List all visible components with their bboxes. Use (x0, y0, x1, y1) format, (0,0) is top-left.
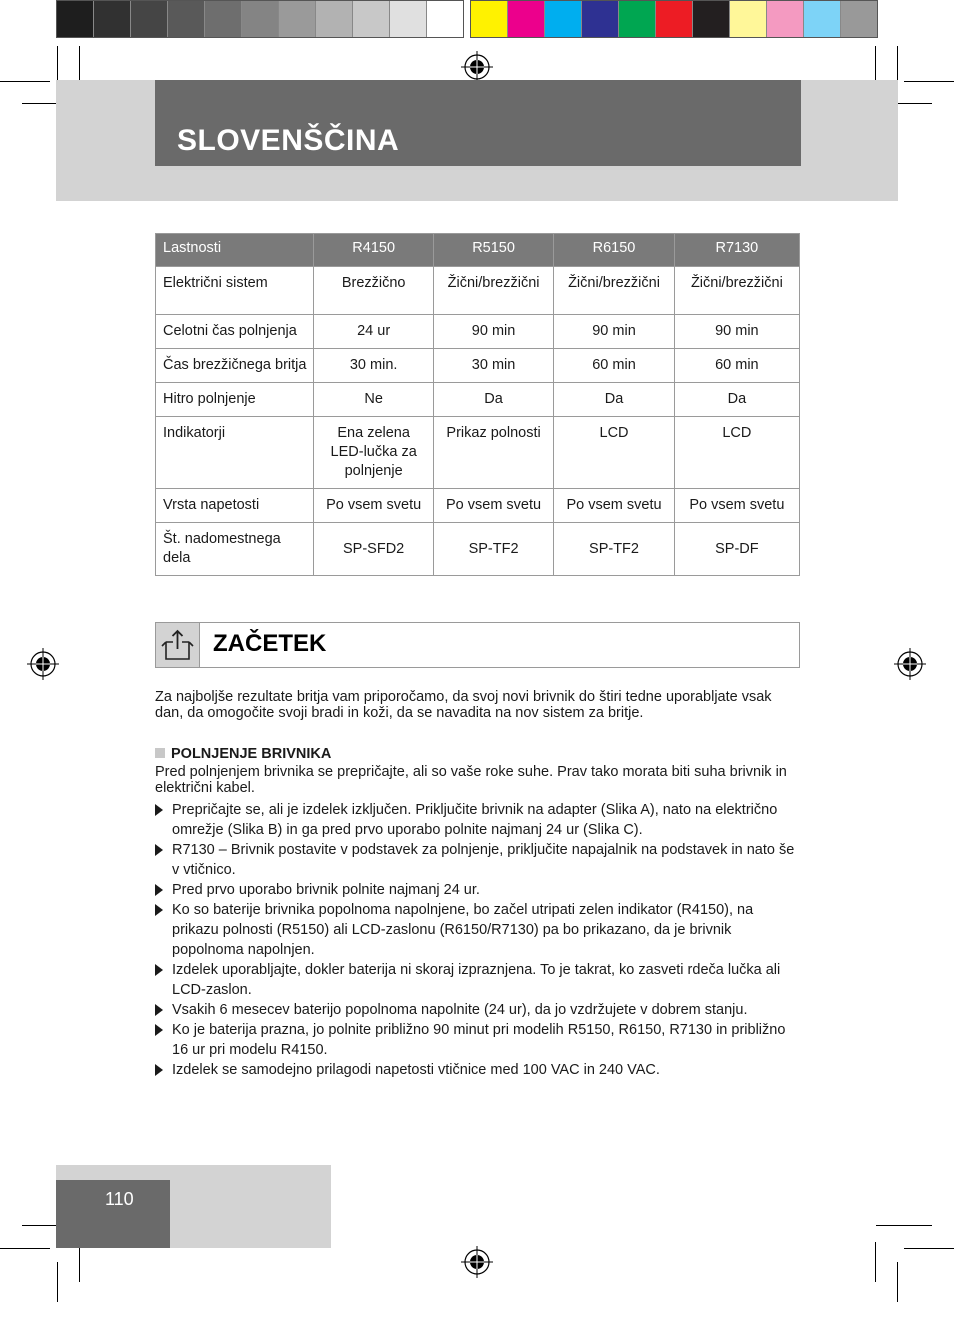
triangle-bullet-icon (155, 1024, 163, 1036)
color-swatch (353, 1, 390, 37)
charging-intro-paragraph: Pred polnjenjem brivnika se prepričajte, ali so vaše roke suhe. Prav tako morata biti suha brivnik in električni kabel. (155, 764, 787, 796)
crop-mark (0, 1248, 50, 1249)
page-title: SLOVENŠČINA (177, 124, 400, 157)
table-cell: Po vsem svetu (674, 489, 799, 523)
color-swatch (619, 1, 656, 37)
table-cell: 30 min. (314, 349, 433, 383)
title-box (155, 80, 801, 166)
color-swatch (767, 1, 804, 37)
color-swatch (508, 1, 545, 37)
table-cell: Da (554, 383, 674, 417)
table-cell: LCD (674, 417, 799, 489)
color-swatch (545, 1, 582, 37)
color-swatch (57, 1, 94, 37)
list-item-text: Pred prvo uporabo brivnik polnite najmanj 24 ur. (172, 882, 480, 898)
list-item-text: Ko so baterije brivnika popolnoma napolnjene, bo začel utripati zelen indikator (R4150), na prikazu polnosti (R5150) ali LCD-zaslonu (R6150/R7130) pa bo prikazano, da je brivnik popolnoma napolnjen. (172, 902, 754, 958)
color-swatch (730, 1, 767, 37)
color-swatch (242, 1, 279, 37)
page-number-box (56, 1180, 170, 1248)
crop-mark (876, 1225, 932, 1226)
registration-mark-icon (27, 648, 59, 680)
crop-mark (79, 1242, 80, 1282)
list-item (155, 880, 800, 900)
table-row (156, 523, 800, 576)
table-row (156, 489, 800, 523)
list-item (155, 1000, 800, 1020)
color-swatch (390, 1, 427, 37)
table-cell: Da (433, 383, 553, 417)
table-cell: Ena zelena LED-lučka za polnjenje (314, 417, 433, 489)
table-header-cell: Lastnosti (156, 234, 314, 267)
table-cell: SP-SFD2 (314, 523, 433, 576)
table-cell: 90 min (674, 315, 799, 349)
triangle-bullet-icon (155, 964, 163, 976)
table-cell: SP-DF (674, 523, 799, 576)
intro-paragraph: Za najboljše rezultate britja vam priporočamo, da svoj novi brivnik do štiri tedne uporabljate vsak dan, da omogočite svoji bradi in koži, da se navadita na nov sistem za britje. (155, 689, 772, 721)
section-heading (155, 622, 800, 668)
crop-mark (904, 1248, 954, 1249)
list-item-text: Izdelek se samodejno prilagodi napetosti vtičnice med 100 VAC in 240 VAC. (172, 1062, 660, 1078)
table-cell: Žični/brezžični (433, 267, 553, 315)
color-swatch (279, 1, 316, 37)
table-cell: Hitro polnjenje (156, 383, 314, 417)
list-item (155, 1020, 800, 1060)
list-item (155, 800, 800, 840)
table-cell: 90 min (554, 315, 674, 349)
table-cell: Indikatorji (156, 417, 314, 489)
triangle-bullet-icon (155, 804, 163, 816)
crop-mark (875, 1242, 876, 1282)
list-item-text: Ko je baterija prazna, jo polnite približno 90 minut pri modelih R5150, R6150, R7130 in približno 16 ur pri modelu R4150. (172, 1022, 786, 1058)
color-swatches (470, 0, 878, 38)
list-item (155, 1060, 800, 1080)
spec-table (155, 233, 800, 576)
table-cell: SP-TF2 (433, 523, 553, 576)
table-header-cell: R7130 (674, 234, 799, 267)
bullet-square-icon (155, 748, 165, 758)
list-item-text: Vsakih 6 mesecev baterijo popolnoma napolnite (24 ur), da jo vzdržujete v dobrem stanju. (172, 1002, 748, 1018)
list-item-text: R7130 – Brivnik postavite v podstavek za polnjenje, priključite napajalnik na podstavek in nato še v vtičnico. (172, 842, 795, 878)
table-header-cell: R6150 (554, 234, 674, 267)
color-calibration-bar (56, 0, 898, 38)
table-cell: Vrsta napetosti (156, 489, 314, 523)
table-cell: Po vsem svetu (433, 489, 553, 523)
table-row (156, 267, 800, 315)
instruction-list (155, 800, 800, 1080)
table-cell: SP-TF2 (554, 523, 674, 576)
section-icon-box (156, 623, 200, 667)
page-number: 110 (105, 1189, 134, 1209)
table-cell: Žični/brezžični (554, 267, 674, 315)
table-cell: Po vsem svetu (314, 489, 433, 523)
registration-mark-icon (461, 1246, 493, 1278)
triangle-bullet-icon (155, 1004, 163, 1016)
color-swatch (804, 1, 841, 37)
triangle-bullet-icon (155, 904, 163, 916)
table-row (156, 315, 800, 349)
color-swatch (131, 1, 168, 37)
color-swatch (471, 1, 508, 37)
subheading-text: POLNJENJE BRIVNIKA (171, 746, 332, 762)
table-cell: Ne (314, 383, 433, 417)
crop-mark (57, 1262, 58, 1302)
list-item-text: Izdelek uporabljajte, dokler baterija ni skoraj izpraznjena. To je takrat, ko zasveti rdeča lučka ali LCD-zaslon. (172, 962, 781, 998)
registration-mark-icon (461, 51, 493, 83)
section-title: ZAČETEK (213, 630, 327, 657)
grayscale-swatches (56, 0, 464, 38)
list-item (155, 900, 800, 960)
table-cell: Prikaz polnosti (433, 417, 553, 489)
color-swatch (94, 1, 131, 37)
table-header-row (156, 234, 800, 267)
unpack-box-icon (156, 623, 199, 667)
table-header-cell: R4150 (314, 234, 433, 267)
crop-mark (0, 81, 50, 82)
table-cell: Brezžično (314, 267, 433, 315)
color-swatch (656, 1, 693, 37)
table-cell: Da (674, 383, 799, 417)
table-row (156, 417, 800, 489)
table-cell: 30 min (433, 349, 553, 383)
table-cell: Električni sistem (156, 267, 314, 315)
triangle-bullet-icon (155, 844, 163, 856)
color-swatch (693, 1, 730, 37)
crop-mark (897, 46, 898, 82)
table-cell: LCD (554, 417, 674, 489)
table-cell: 24 ur (314, 315, 433, 349)
color-swatch (582, 1, 619, 37)
crop-mark (57, 46, 58, 82)
table-cell: Čas brezžičnega britja (156, 349, 314, 383)
table-cell: Celotni čas polnjenja (156, 315, 314, 349)
table-header-cell: R5150 (433, 234, 553, 267)
list-item (155, 840, 800, 880)
table-cell: Žični/brezžični (674, 267, 799, 315)
table-cell: 90 min (433, 315, 553, 349)
list-item-text: Prepričajte se, ali je izdelek izključen. Priključite brivnik na adapter (Slika A), nato na električno omrežje (Slika B) in ga pred prvo uporabo polnite najmanj 24 ur (Slika C). (172, 802, 778, 838)
triangle-bullet-icon (155, 884, 163, 896)
crop-mark (904, 81, 954, 82)
crop-mark (897, 1262, 898, 1302)
table-cell: Št. nadomestnega dela (156, 523, 314, 576)
table-cell: 60 min (554, 349, 674, 383)
list-item (155, 960, 800, 1000)
color-swatch (427, 1, 463, 37)
table-cell: 60 min (674, 349, 799, 383)
color-swatch (205, 1, 242, 37)
table-row (156, 383, 800, 417)
table-row (156, 349, 800, 383)
table-cell: Po vsem svetu (554, 489, 674, 523)
subheading (155, 746, 331, 762)
registration-mark-icon (894, 648, 926, 680)
color-swatch (316, 1, 353, 37)
triangle-bullet-icon (155, 1064, 163, 1076)
color-swatch (841, 1, 877, 37)
color-swatch (168, 1, 205, 37)
